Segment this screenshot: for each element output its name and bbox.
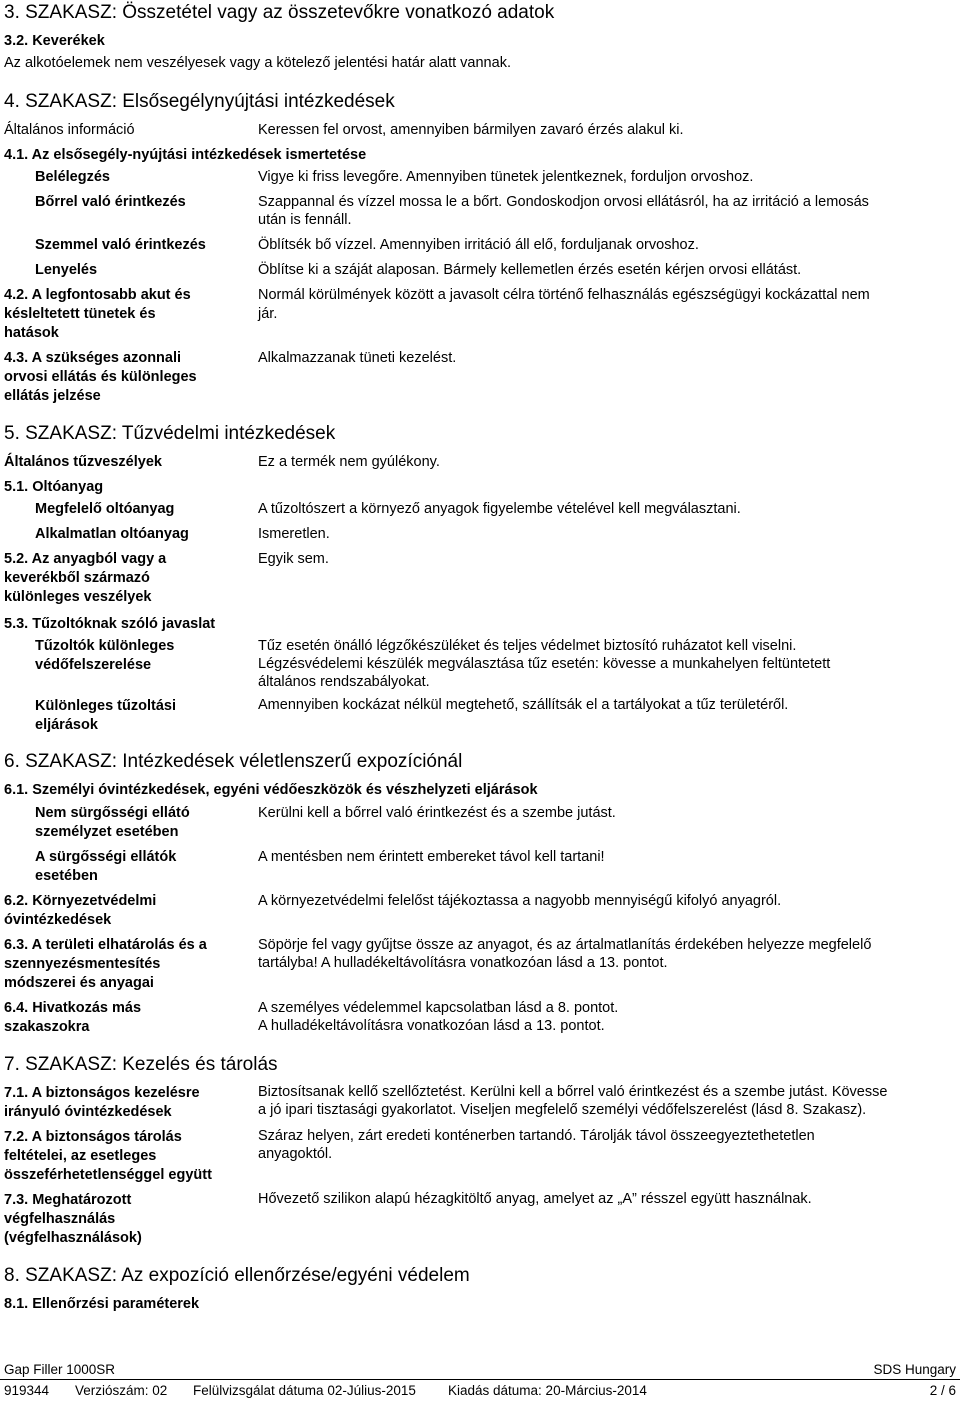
section-7-2-label-2: feltételei, az esetleges — [4, 1148, 157, 1164]
footer-divider — [0, 1379, 960, 1380]
section-6-heading: 6. SZAKASZ: Intézkedések véletlenszerű expozíciónál — [4, 751, 463, 772]
section-5-heading: 5. SZAKASZ: Tűzvédelmi intézkedések — [4, 423, 336, 444]
firefighter-equipment-text-3: általános rendszabályokat. — [258, 674, 430, 690]
section-5-2-text: Egyik sem. — [258, 551, 329, 567]
footer-page-number: 2 / 6 — [929, 1383, 956, 1398]
section-6-3-label-3: módszerei és anyagai — [4, 975, 154, 991]
section-6-4-label-2: szakaszokra — [4, 1019, 90, 1035]
section-4-3-label-3: ellátás jelzése — [4, 388, 101, 404]
section-4-1-label: 4.1. Az elsősegély-nyújtási intézkedések ismertetése — [4, 147, 367, 163]
unsuitable-media-label: Alkalmatlan oltóanyag — [35, 526, 189, 542]
section-4-2-label-3: hatások — [4, 325, 59, 341]
footer-product-code: 919344 — [4, 1383, 50, 1398]
section-4-2-text-1: Normál körülmények között a javasolt célra történő felhasználás egészségügyi kockázattal nem — [258, 287, 870, 303]
footer-revision-date: Felülvizsgálat dátuma 02-Július-2015 — [193, 1383, 416, 1398]
fire-procedures-label-2: eljárások — [35, 717, 98, 733]
footer-issue-date: Kiadás dátuma: 20-Március-2014 — [448, 1383, 647, 1398]
ingestion-label: Lenyelés — [35, 262, 98, 278]
emergency-responders-text: A mentésben nem érintett embereket távol kell tartani! — [258, 849, 605, 865]
section-7-2-label-1: 7.2. A biztonságos tárolás — [4, 1129, 182, 1145]
section-6-4-text-1: A személyes védelemmel kapcsolatban lásd a 8. pontot. — [258, 1000, 619, 1016]
section-7-3-label-2: végfelhasználás — [4, 1211, 116, 1227]
general-info-label: Általános információ — [4, 122, 135, 138]
emergency-responders-label-1: A sürgősségi ellátók — [35, 849, 177, 865]
section-7-3-text: Hővezető szilikon alapú hézagkitöltő anyag, amelyet az „A” résszel együtt használnak. — [258, 1191, 812, 1207]
firefighter-equipment-text-2: Légzésvédelemi készülék megválasztása tűz esetén: kövesse a munkahelyen feltüntetett — [258, 656, 831, 672]
section-6-3-label-1: 6.3. A területi elhatárolás és a — [4, 937, 207, 953]
section-8-heading: 8. SZAKASZ: Az expozíció ellenőrzése/egyéni védelem — [4, 1265, 470, 1286]
section-6-2-label-1: 6.2. Környezetvédelmi — [4, 893, 157, 909]
section-4-heading: 4. SZAKASZ: Elsősegélynyújtási intézkedések — [4, 91, 395, 112]
section-3-2-text: Az alkotóelemek nem veszélyesek vagy a kötelező jelentési határ alatt vannak. — [4, 55, 511, 71]
section-4-2-label-2: késleltetett tünetek és — [4, 306, 156, 322]
general-fire-text: Ez a termék nem gyúlékony. — [258, 454, 440, 470]
section-7-1-text-1: Biztosítsanak kellő szellőztetést. Kerülni kell a bőrrel való érintkezést és a szembe jutást. Kövesse — [258, 1084, 888, 1100]
non-emergency-label-1: Nem sürgősségi ellátó — [35, 805, 190, 821]
section-8-1-label: 8.1. Ellenőrzési paraméterek — [4, 1296, 200, 1312]
firefighter-equipment-text-1: Tűz esetén önálló légzőkészüléket és teljes védelmet biztosító ruházatot kell viselni. — [258, 638, 797, 654]
section-6-3-label-2: szennyezésmentesítés — [4, 956, 161, 972]
section-4-2-text-2: jár. — [258, 306, 278, 322]
unsuitable-media-text: Ismeretlen. — [258, 526, 330, 542]
section-7-1-text-2: a jó ipari tisztasági gyakorlatot. Viseljen megfelelő személyi védőfelszerelést (lásd 8. Szakasz). — [258, 1102, 867, 1118]
eye-contact-label: Szemmel való érintkezés — [35, 237, 206, 253]
firefighter-equipment-label-2: védőfelszerelése — [35, 657, 152, 673]
footer-version: Verziószám: 02 — [75, 1383, 168, 1398]
inhalation-label: Belélegzés — [35, 169, 110, 185]
section-6-1-label: 6.1. Személyi óvintézkedések, egyéni védőeszközök és vészhelyzeti eljárások — [4, 782, 538, 798]
section-4-3-text: Alkalmazzanak tüneti kezelést. — [258, 350, 457, 366]
section-6-3-text-1: Söpörje fel vagy gyűjtse össze az anyagot, és az ártalmatlanítás érdekében helyezze megfelelő — [258, 937, 872, 953]
section-7-3-label-1: 7.3. Meghatározott — [4, 1192, 132, 1208]
section-7-1-label-2: irányuló óvintézkedések — [4, 1104, 172, 1120]
non-emergency-text: Kerülni kell a bőrrel való érintkezést és a szembe jutást. — [258, 805, 616, 821]
section-7-3-label-3: (végfelhasználások) — [4, 1230, 142, 1246]
section-5-2-label-2: keverékből származó — [4, 570, 150, 586]
footer-sds-region: SDS Hungary — [873, 1362, 956, 1377]
section-7-1-label-1: 7.1. A biztonságos kezelésre — [4, 1085, 200, 1101]
section-4-3-label-2: orvosi ellátás és különleges — [4, 369, 197, 385]
inhalation-text: Vigye ki friss levegőre. Amennyiben tünetek jelentkeznek, forduljon orvoshoz. — [258, 169, 754, 185]
section-7-2-label-3: összeférhetetlenséggel együtt — [4, 1167, 212, 1183]
skin-contact-text-1: Szappannal és vízzel mossa le a bőrt. Gondoskodjon orvosi ellátásról, ha az irritáció a lemosás — [258, 194, 869, 210]
section-7-2-text-1: Száraz helyen, zárt eredeti konténerben tartandó. Tárolják távol összeegyeztethetetlen — [258, 1128, 815, 1144]
suitable-media-label: Megfelelő oltóanyag — [35, 501, 175, 517]
skin-contact-label: Bőrrel való érintkezés — [35, 194, 186, 210]
section-6-4-label-1: 6.4. Hivatkozás más — [4, 1000, 142, 1016]
section-6-4-text-2: A hulladékeltávolításra vonatkozóan lásd a 13. pontot. — [258, 1018, 605, 1034]
section-6-2-label-2: óvintézkedések — [4, 912, 112, 928]
section-3-heading: 3. SZAKASZ: Összetétel vagy az összetevőkre vonatkozó adatok — [4, 2, 555, 23]
section-4-2-label-1: 4.2. A legfontosabb akut és — [4, 287, 191, 303]
ingestion-text: Öblítse ki a száját alaposan. Bármely kellemetlen érzés esetén kérjen orvosi ellátást. — [258, 262, 802, 278]
footer-product-name: Gap Filler 1000SR — [4, 1362, 116, 1377]
suitable-media-text: A tűzoltószert a környező anyagok figyelembe vételével kell megválasztani. — [258, 501, 741, 517]
section-5-1-label: 5.1. Oltóanyag — [4, 479, 104, 495]
section-6-3-text-2: tartályba! A hulladékeltávolításra vonatkozóan lásd a 13. pontot. — [258, 955, 668, 971]
emergency-responders-label-2: esetében — [35, 868, 98, 884]
section-7-2-text-2: anyagoktól. — [258, 1146, 333, 1162]
general-info-text: Keressen fel orvost, amennyiben bármilyen zavaró érzés alakul ki. — [258, 122, 684, 138]
section-7-heading: 7. SZAKASZ: Kezelés és tárolás — [4, 1054, 278, 1075]
section-5-3-label: 5.3. Tűzoltóknak szóló javaslat — [4, 616, 216, 632]
general-fire-label: Általános tűzveszélyek — [4, 454, 162, 470]
firefighter-equipment-label-1: Tűzoltók különleges — [35, 638, 175, 654]
skin-contact-text-2: után is fennáll. — [258, 212, 352, 228]
section-3-2-label: 3.2. Keverékek — [4, 33, 105, 49]
section-6-2-text: A környezetvédelmi felelőst tájékoztassa a nagyobb mennyiségű kifolyó anyagról. — [258, 893, 782, 909]
eye-contact-text: Öblítsék bő vízzel. Amennyiben irritáció áll elő, forduljanak orvoshoz. — [258, 237, 699, 253]
non-emergency-label-2: személyzet esetében — [35, 824, 179, 840]
section-4-3-label-1: 4.3. A szükséges azonnali — [4, 350, 182, 366]
fire-procedures-label-1: Különleges tűzoltási — [35, 698, 176, 714]
section-5-2-label-3: különleges veszélyek — [4, 589, 152, 605]
section-5-2-label-1: 5.2. Az anyagból vagy a — [4, 551, 167, 567]
fire-procedures-text: Amennyiben kockázat nélkül megtehető, szállítsák el a tartályokat a tűz területéről. — [258, 697, 789, 713]
